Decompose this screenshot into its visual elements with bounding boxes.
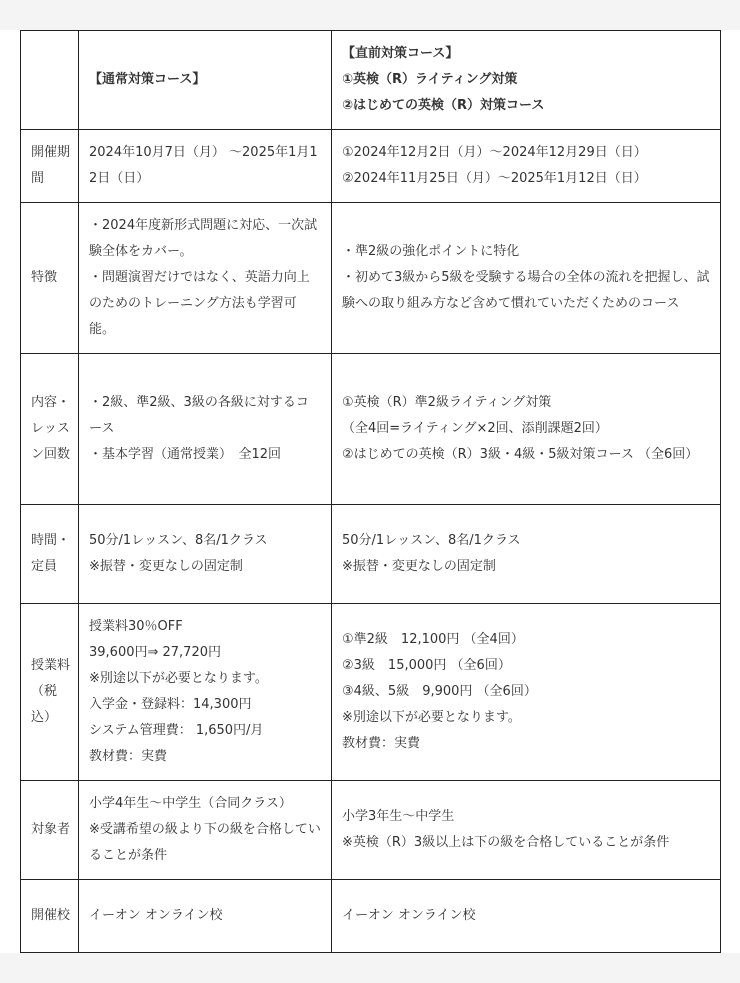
cell-standard [79, 604, 332, 781]
cell-line: ※別途以下が必要となります。 [342, 710, 521, 725]
header-intensive-sub1: ①英検（R）ライティング対策 [342, 72, 518, 87]
cell-line: 2024年10月7日（月） 〜2025年1月12日（日） [89, 145, 318, 186]
cell-line: ※受講希望の級より下の級を合格していることが条件 [89, 822, 321, 863]
cell-standard [79, 880, 332, 953]
cell-line: ②2024年11月25日（月）〜2025年1月12日（日） [342, 171, 647, 186]
header-intensive-sub2: ②はじめての英検（R）対策コース [342, 98, 545, 113]
cell-line: ※別途以下が必要となります。 [89, 671, 268, 686]
table-row-tuition [21, 604, 721, 781]
row-label: 開催校 [21, 880, 79, 953]
cell-line: 小学3年生〜中学生 [342, 809, 455, 824]
header-intensive-title: 【直前対策コース】 [342, 46, 459, 61]
table-row-content [21, 354, 721, 505]
cell-standard [79, 505, 332, 604]
header-standard-course [79, 31, 332, 130]
course-comparison-table [20, 30, 721, 953]
cell-line: イーオン オンライン校 [342, 908, 476, 923]
cell-line: （全4回=ライティング×2回、添削課題2回） [342, 421, 608, 436]
cell-line: ③4級、5級 9,900円 （全6回） [342, 684, 537, 699]
cell-line: ・2024年度新形式問題に対応、一次試験全体をカバー。 [89, 218, 318, 259]
cell-intensive [332, 781, 721, 880]
cell-line: 教材費：実費 [342, 736, 421, 751]
cell-intensive [332, 604, 721, 781]
cell-standard [79, 781, 332, 880]
cell-standard [79, 354, 332, 505]
cell-standard [79, 203, 332, 354]
cell-line: 50分/1レッスン、8名/1クラス [89, 533, 268, 548]
cell-intensive [332, 880, 721, 953]
header-corner-cell [21, 31, 79, 130]
cell-line: システム管理費： 1,650円/月 [89, 723, 264, 738]
row-label: 授業料（税込） [21, 604, 79, 781]
header-intensive-course [332, 31, 721, 130]
table-row-features [21, 203, 721, 354]
row-label: 対象者 [21, 781, 79, 880]
table-row-time-capacity [21, 505, 721, 604]
cell-standard [79, 130, 332, 203]
cell-line: ・準2級の強化ポイントに特化 [342, 244, 520, 259]
table-row-target [21, 781, 721, 880]
cell-line: 教材費：実費 [89, 749, 168, 764]
table-row-period [21, 130, 721, 203]
row-label: 特徴 [21, 203, 79, 354]
cell-intensive [332, 203, 721, 354]
cell-line: ①2024年12月2日（月）〜2024年12月29日（日） [342, 145, 647, 160]
cell-line: ※振替・変更なしの固定制 [89, 559, 243, 574]
cell-line: 50分/1レッスン、8名/1クラス [342, 533, 521, 548]
table-row-school [21, 880, 721, 953]
cell-line: ②3級 15,000円 （全6回） [342, 658, 511, 673]
cell-line: イーオン オンライン校 [89, 908, 223, 923]
cell-line: ・2級、準2級、3級の各級に対するコース [89, 395, 309, 436]
cell-intensive [332, 354, 721, 505]
cell-line: 授業料30％OFF [89, 619, 183, 634]
cell-line: 入学金・登録料：14,300円 [89, 697, 252, 712]
row-label: 開催期間 [21, 130, 79, 203]
row-label: 時間・定員 [21, 505, 79, 604]
row-label: 内容・レッスン回数 [21, 354, 79, 505]
cell-intensive [332, 130, 721, 203]
cell-line: ※英検（R）3級以上は下の級を合格していることが条件 [342, 835, 670, 850]
cell-intensive [332, 505, 721, 604]
cell-line: ①英検（R）準2級ライティング対策 [342, 395, 552, 410]
page-sheet [0, 30, 740, 953]
header-row [21, 31, 721, 130]
cell-line: ①準2級 12,100円 （全4回） [342, 632, 524, 647]
header-standard-title: 【通常対策コース】 [89, 72, 206, 87]
cell-line: 小学4年生〜中学生（合同クラス） [89, 796, 292, 811]
cell-line: ・基本学習（通常授業） 全12回 [89, 447, 282, 462]
cell-line: ・問題演習だけではなく、英語力向上のためのトレーニング方法も学習可能。 [89, 270, 310, 337]
cell-line: ※振替・変更なしの固定制 [342, 559, 496, 574]
cell-line: ②はじめての英検（R）3級・4級・5級対策コース （全6回） [342, 447, 699, 462]
cell-line: 39,600円⇒ 27,720円 [89, 645, 221, 660]
cell-line: ・初めて3級から5級を受験する場合の全体の流れを把握し、試験への取り組み方など含めて慣れていただくためのコース [342, 270, 710, 311]
